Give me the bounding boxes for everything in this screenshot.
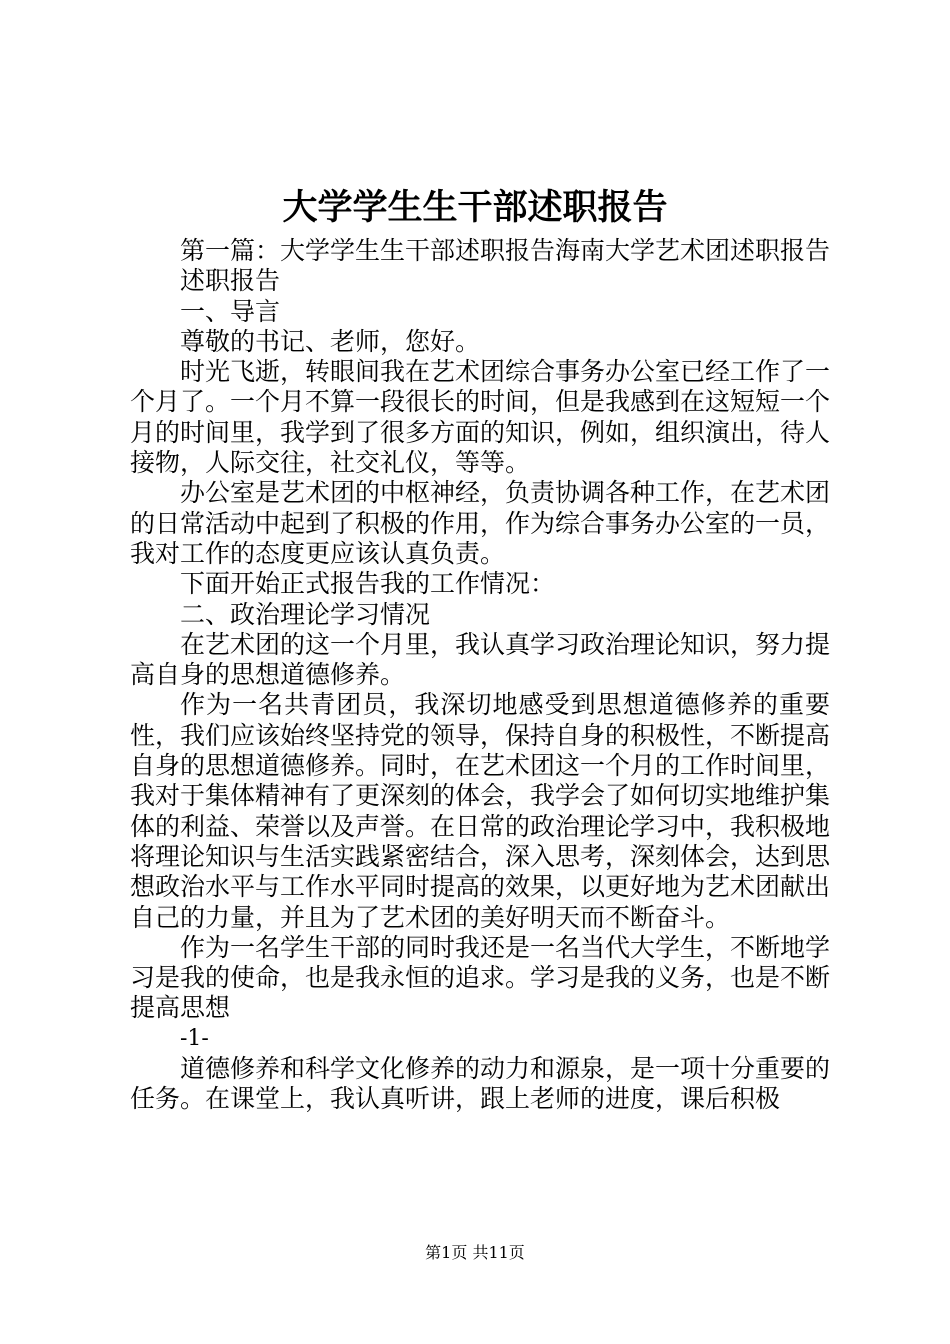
paragraph-league-member: 作为一名共青团员，我深切地感受到思想道德修养的重要性，我们应该始终坚持党的领导，保持自身的积极性，不断提高自身的思想道德修养。同时，在艺术团这一个月的工作时间里，我对于集体精神有了更深刻的体会，我学会了如何切实地维护集体的利益、荣誉以及声誉。在日常的政治理论学习中，我积极地将理论知识与生活实践紧密结合，深入思考，深刻体会，达到思想政治水平与工作水平同时提高的效果，以更好地为艺术团献出自己的力量，并且为了艺术团的美好明天而不断奋斗。 bbox=[130, 690, 831, 932]
section-heading-politics: 二、政治理论学习情况 bbox=[180, 599, 431, 629]
document-title: 大学学生生干部述职报告 bbox=[282, 187, 668, 228]
inline-page-number: -1- bbox=[180, 1025, 209, 1051]
paragraph-greeting: 尊敬的书记、老师，您好。 bbox=[180, 326, 481, 356]
paragraph-politics-study: 在艺术团的这一个月里，我认真学习政治理论知识，努力提高自身的思想道德修养。 bbox=[130, 629, 831, 690]
paragraph-time-flies: 时光飞逝，转眼间我在艺术团综合事务办公室已经工作了一个月了。一个月不算一段很长的时间，但是我感到在这短短一个月的时间里，我学到了很多方面的知识，例如，组织演出，待人接物，人际交往，社交礼仪，等等。 bbox=[130, 357, 831, 478]
paragraph-student-leader: 作为一名学生干部的同时我还是一名当代大学生，不断地学习是我的使命，也是我永恒的追求。学习是我的义务，也是不断提高思想 bbox=[130, 932, 831, 1023]
document-body bbox=[130, 236, 830, 1115]
paragraph-report-label: 述职报告 bbox=[180, 266, 281, 296]
paragraph-office-role: 办公室是艺术团的中枢神经，负责协调各种工作，在艺术团的日常活动中起到了积极的作用，作为综合事务办公室的一员，我对工作的态度更应该认真负责。 bbox=[130, 478, 831, 568]
page-footer: 第1页 共11页 bbox=[425, 1243, 525, 1262]
paragraph-heading-first: 第一篇：大学学生生干部述职报告海南大学艺术团述职报告 bbox=[180, 236, 831, 265]
section-heading-intro: 一、导言 bbox=[180, 296, 281, 326]
paragraph-report-start: 下面开始正式报告我的工作情况： bbox=[180, 569, 556, 599]
paragraph-moral-cultivation: 道德修养和科学文化修养的动力和源泉，是一项十分重要的任务。在课堂上，我认真听讲，跟上老师的进度，课后积极 bbox=[130, 1054, 831, 1114]
